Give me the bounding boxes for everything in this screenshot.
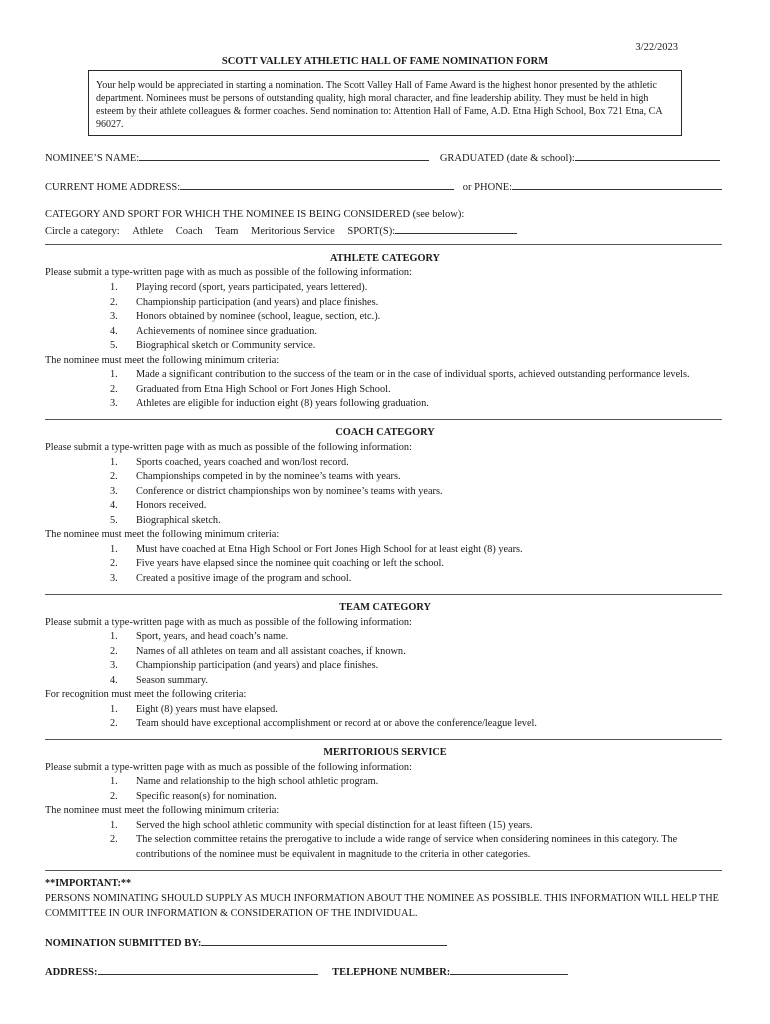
- submitter-address-row: [45, 964, 568, 981]
- list-item: 3. Created a positive image of the program and school.: [110, 572, 352, 584]
- divider: [45, 870, 722, 871]
- address-field[interactable]: [180, 179, 454, 190]
- category-option-coach[interactable]: Coach: [175, 226, 203, 237]
- list-item: 1. Name and relationship to the high school athletic program.: [110, 776, 379, 787]
- athlete-section-title: ATHLETE CATEGORY: [330, 253, 440, 264]
- category-option-athlete[interactable]: Athlete: [132, 226, 164, 237]
- list-item: 5. Biographical sketch or Community service.: [110, 340, 316, 351]
- list-item: 3. Championship participation (and years) and place finishes.: [110, 660, 379, 671]
- list-item: 2. Championship participation (and years) and place finishes.: [110, 296, 379, 308]
- list-item: 2. Graduated from Etna High School or Fort Jones High School.: [110, 383, 391, 395]
- list-item: 2. Five years have elapsed since the nominee quit coaching or left the school.: [110, 558, 444, 569]
- list-item: 2. Championships competed in by the nominee’s teams with years.: [110, 471, 401, 482]
- coach-section-title: COACH CATEGORY: [335, 427, 435, 438]
- athlete-intro: Please submit a type-written page with as much as possible of the following information:: [45, 267, 412, 278]
- divider: [45, 244, 722, 245]
- sport-label: SPORT(S):: [347, 226, 396, 237]
- team-section-title: TEAM CATEGORY: [339, 602, 431, 613]
- intro-box: Your help would be appreciated in starting a nomination. The Scott Valley Hall of Fame Award is the highest honor presented by the athletic department. Nominees must be persons of outstanding quality, high moral character, and fine leadership ability. They must be held in high esteem by their athlete colleagues & former coaches. Send nomination to: Attention Hall of Fame, A.D. Etna High School, Box 721 Etna, CA 96027.: [88, 70, 682, 136]
- divider: [45, 739, 722, 740]
- list-item: 2. The selection committee retains the prerogative to include a wide range of service when considering nominees in this category. The contributions of the nominee must be equivalent in magnitude to the criteria in other categories.: [110, 834, 678, 860]
- list-item: 2. Team should have exceptional accomplishment or record at or above the conference/league level.: [110, 718, 537, 729]
- sport-field[interactable]: [395, 223, 517, 234]
- divider: [45, 419, 722, 420]
- list-item: 4. Achievements of nominee since graduation.: [110, 325, 317, 337]
- submitted-by-field[interactable]: [201, 935, 447, 946]
- address-row: [45, 179, 722, 196]
- nominee-name-row: [45, 150, 720, 167]
- category-option-team[interactable]: Team: [215, 226, 239, 237]
- list-item: 1. Served the high school athletic community with special distinction for at least fifteen (15) years.: [110, 819, 533, 831]
- telephone-field[interactable]: [450, 964, 568, 975]
- category-option-meritorious[interactable]: Meritorious Service: [251, 226, 335, 237]
- phone-field[interactable]: [512, 179, 722, 190]
- meritorious-criteria-intro: The nominee must meet the following minimum criteria:: [45, 805, 280, 816]
- team-criteria-intro: For recognition must meet the following criteria:: [45, 689, 247, 700]
- list-item: 3. Conference or district championships won by nominee’s teams with years.: [110, 485, 443, 497]
- submitted-by-row: [45, 935, 447, 952]
- list-item: 2. Names of all athletes on team and all assistant coaches, if known.: [110, 645, 406, 657]
- submitter-address-label: ADDRESS:: [45, 967, 98, 978]
- graduated-field[interactable]: [575, 150, 720, 161]
- list-item: 1. Eight (8) years must have elapsed.: [110, 703, 278, 715]
- divider: [45, 594, 722, 595]
- coach-criteria-intro: The nominee must meet the following minimum criteria:: [45, 529, 280, 540]
- category-label: CATEGORY AND SPORT FOR WHICH THE NOMINEE IS BEING CONSIDERED (see below):: [45, 209, 465, 220]
- list-item: 3. Athletes are eligible for induction eight (8) years following graduation.: [110, 398, 429, 409]
- list-item: 2. Specific reason(s) for nomination.: [110, 790, 277, 802]
- meritorious-section-title: MERITORIOUS SERVICE: [323, 747, 447, 758]
- meritorious-intro: Please submit a type-written page with as much as possible of the following information:: [45, 761, 412, 773]
- list-item: 3. Honors obtained by nominee (school, league, section, etc.).: [110, 311, 381, 322]
- graduated-label: GRADUATED (date & school):: [439, 153, 575, 164]
- phone-label: or PHONE:: [462, 182, 513, 193]
- form-title: SCOTT VALLEY ATHLETIC HALL OF FAME NOMINATION FORM: [221, 56, 549, 67]
- submitted-by-label: NOMINATION SUBMITTED BY:: [45, 938, 202, 949]
- circle-category-label: Circle a category:: [45, 226, 120, 237]
- list-item: 4. Honors received.: [110, 500, 207, 511]
- circle-category-row: [45, 223, 517, 240]
- nominee-name-label: NOMINEE’S NAME:: [45, 153, 140, 164]
- list-item: 1. Sports coached, years coached and won/lost record.: [110, 456, 349, 468]
- important-heading: **IMPORTANT:**: [45, 878, 132, 889]
- list-item: 1. Made a significant contribution to the success of the team or in the case of individual sports, achieved outstanding performance levels.: [110, 369, 690, 380]
- list-item: 5. Biographical sketch.: [110, 514, 221, 526]
- list-item: 4. Season summary.: [110, 674, 208, 686]
- nominee-name-field[interactable]: [139, 150, 429, 161]
- address-label: CURRENT HOME ADDRESS:: [45, 182, 181, 193]
- list-item: 1. Must have coached at Etna High School or Fort Jones High School for at least eight (8) years.: [110, 543, 523, 555]
- athlete-criteria-intro: The nominee must meet the following minimum criteria:: [45, 354, 280, 366]
- list-item: 1. Playing record (sport, years participated, years lettered).: [110, 282, 368, 293]
- coach-intro: Please submit a type-written page with as much as possible of the following information:: [45, 442, 412, 453]
- important-text: PERSONS NOMINATING SHOULD SUPPLY AS MUCH INFORMATION ABOUT THE NOMINEE AS POSSIBLE. THIS INFORMATION WILL HELP THE COMMITTEE IN OUR INFORMATION & CONSIDERATION OF THE INDIVIDUAL.: [45, 893, 719, 919]
- telephone-label: TELEPHONE NUMBER:: [332, 967, 451, 978]
- form-date: 3/22/2023: [635, 42, 678, 53]
- team-intro: Please submit a type-written page with as much as possible of the following information:: [45, 616, 412, 628]
- list-item: 1. Sport, years, and head coach’s name.: [110, 631, 289, 642]
- submitter-address-field[interactable]: [98, 964, 318, 975]
